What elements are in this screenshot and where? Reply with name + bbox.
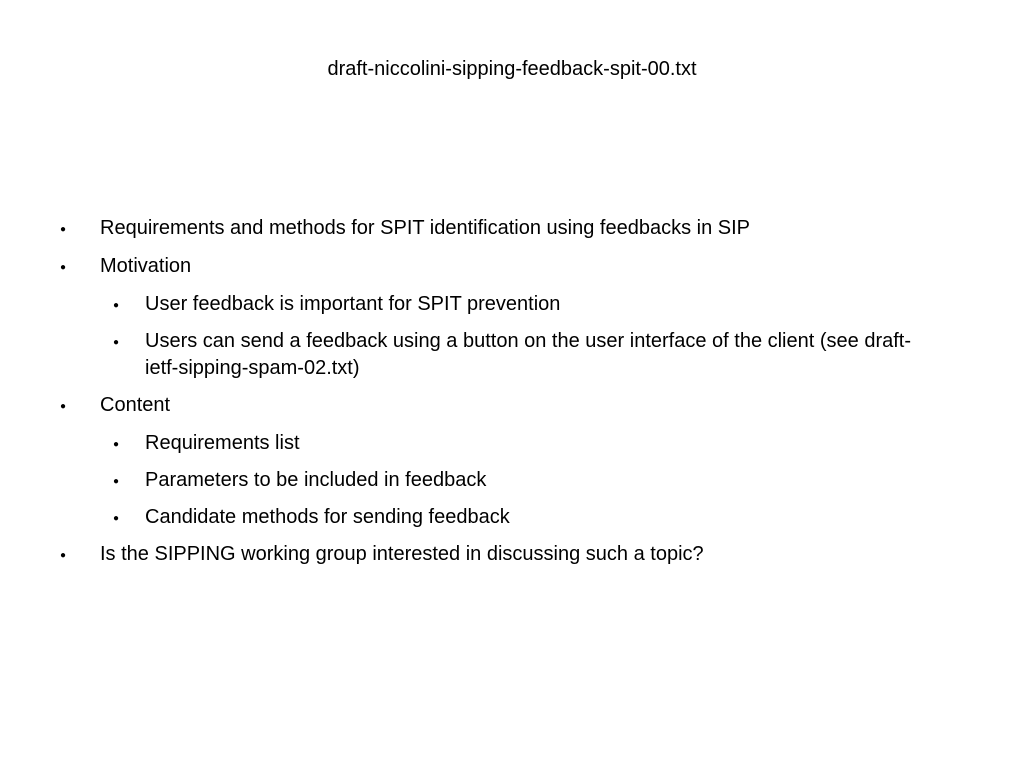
bullet-text: Requirements and methods for SPIT identification using feedbacks in SIP <box>100 217 750 239</box>
bullet-text: User feedback is important for SPIT prevention <box>145 293 561 315</box>
sub-bullet-item-requirements-list <box>0 430 935 457</box>
bullet-text: Motivation <box>100 255 192 277</box>
bullet-dot-icon: ● <box>113 439 120 450</box>
sub-bullet-item-user-feedback <box>0 291 935 318</box>
bullet-text: Content <box>100 394 171 416</box>
bullet-dot-icon: ● <box>60 401 67 412</box>
bullet-list <box>0 215 1024 579</box>
bullet-item-requirements <box>0 215 920 242</box>
bullet-text: Parameters to be included in feedback <box>145 469 487 491</box>
bullet-dot-icon: ● <box>60 262 67 273</box>
bullet-dot-icon: ● <box>113 337 120 348</box>
bullet-text: Candidate methods for sending feedback <box>145 506 510 528</box>
bullet-dot-icon: ● <box>60 550 67 561</box>
bullet-text: Is the SIPPING working group interested in discussing such a topic? <box>100 543 704 565</box>
bullet-dot-icon: ● <box>113 476 120 487</box>
sub-bullet-item-parameters <box>0 467 935 494</box>
bullet-dot-icon: ● <box>113 300 120 311</box>
bullet-text: Users can send a feedback using a button on the user interface of the client (see draft-ietf-sipping-spam-02.txt) <box>145 330 912 379</box>
sub-bullet-item-send-feedback <box>0 328 935 382</box>
slide-title: draft-niccolini-sipping-feedback-spit-00.txt <box>327 58 697 80</box>
bullet-text: Requirements list <box>145 432 300 454</box>
bullet-item-question <box>0 541 920 568</box>
bullet-dot-icon: ● <box>60 224 67 235</box>
bullet-item-motivation <box>0 253 920 280</box>
bullet-item-content <box>0 392 920 419</box>
sub-bullet-item-candidate-methods <box>0 504 935 531</box>
bullet-dot-icon: ● <box>113 513 120 524</box>
